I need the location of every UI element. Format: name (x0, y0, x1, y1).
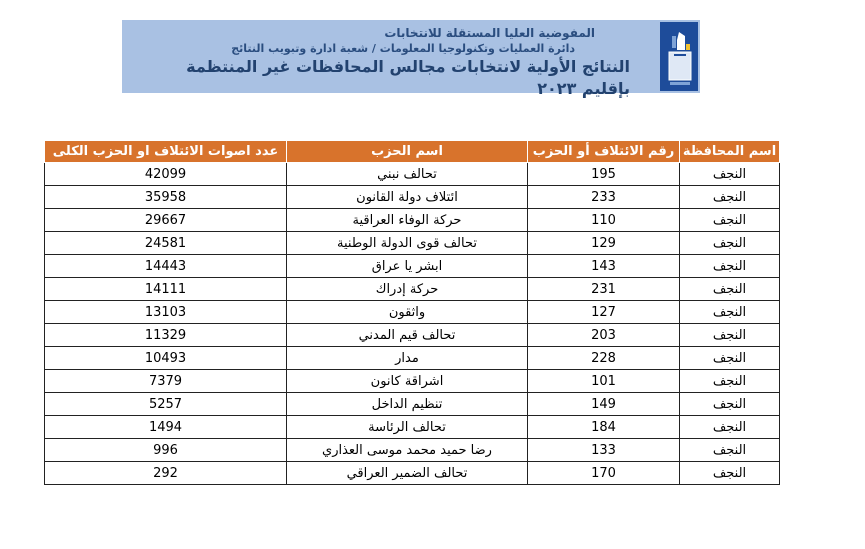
cell-votes: 996 (45, 439, 287, 462)
cell-governorate: النجف (680, 370, 780, 393)
cell-votes: 35958 (45, 186, 287, 209)
cell-party-number: 233 (528, 186, 680, 209)
column-header-number: رقم الائتلاف أو الحزب (528, 141, 680, 163)
cell-party-number: 149 (528, 393, 680, 416)
department-name: دائرة العمليات وتكنولوجيا المعلومات / شعبة ادارة وتبويب النتائج (231, 42, 575, 55)
table-row (45, 232, 780, 255)
cell-governorate: النجف (680, 232, 780, 255)
cell-party-name: تحالف قوى الدولة الوطنية (287, 232, 528, 255)
cell-party-name: حركة الوفاء العراقية (287, 209, 528, 232)
cell-votes: 13103 (45, 301, 287, 324)
cell-governorate: النجف (680, 278, 780, 301)
column-header-party: اسم الحزب (287, 141, 528, 163)
cell-governorate: النجف (680, 462, 780, 485)
cell-governorate: النجف (680, 255, 780, 278)
cell-party-name: تحالف الضمير العراقي (287, 462, 528, 485)
cell-votes: 14443 (45, 255, 287, 278)
page-title: النتائج الأولية لانتخابات مجالس المحافظات غير المنتظمة بإقليم ٢٠٢٣ (186, 57, 630, 98)
commission-name: المفوضية العليا المستقلة للانتخابات (384, 26, 595, 40)
cell-votes: 10493 (45, 347, 287, 370)
column-header-governorate: اسم المحافظة (680, 141, 780, 163)
commission-logo (660, 22, 698, 91)
cell-party-name: ائتلاف دولة القانون (287, 186, 528, 209)
cell-governorate: النجف (680, 186, 780, 209)
cell-governorate: النجف (680, 324, 780, 347)
cell-governorate: النجف (680, 393, 780, 416)
table-row (45, 301, 780, 324)
cell-votes: 292 (45, 462, 287, 485)
cell-party-number: 127 (528, 301, 680, 324)
cell-party-number: 143 (528, 255, 680, 278)
cell-votes: 7379 (45, 370, 287, 393)
cell-governorate: النجف (680, 209, 780, 232)
cell-votes: 24581 (45, 232, 287, 255)
table-row (45, 324, 780, 347)
cell-governorate: النجف (680, 347, 780, 370)
cell-party-number: 195 (528, 163, 680, 186)
cell-party-number: 129 (528, 232, 680, 255)
table-row (45, 255, 780, 278)
cell-party-number: 133 (528, 439, 680, 462)
cell-party-name: تحالف نبني (287, 163, 528, 186)
header-banner (122, 20, 700, 98)
table-row (45, 278, 780, 301)
table-row (45, 439, 780, 462)
cell-party-number: 231 (528, 278, 680, 301)
cell-governorate: النجف (680, 301, 780, 324)
cell-votes: 14111 (45, 278, 287, 301)
cell-party-number: 110 (528, 209, 680, 232)
table-row (45, 370, 780, 393)
cell-party-name: تحالف قيم المدني (287, 324, 528, 347)
table-row (45, 462, 780, 485)
table-row (45, 416, 780, 439)
column-header-votes: عدد اصوات الائتلاف او الحزب الكلى (45, 141, 287, 163)
cell-votes: 1494 (45, 416, 287, 439)
cell-votes: 42099 (45, 163, 287, 186)
cell-party-name: اشراقة كانون (287, 370, 528, 393)
cell-party-name: رضا حميد محمد موسى العذاري (287, 439, 528, 462)
table-row (45, 186, 780, 209)
cell-party-name: ابشر يا عراق (287, 255, 528, 278)
cell-party-name: مدار (287, 347, 528, 370)
cell-party-name: حركة إدراك (287, 278, 528, 301)
cell-governorate: النجف (680, 416, 780, 439)
cell-party-number: 101 (528, 370, 680, 393)
table-body (45, 163, 780, 485)
cell-governorate: النجف (680, 439, 780, 462)
cell-party-name: تنظيم الداخل (287, 393, 528, 416)
cell-party-name: واثقون (287, 301, 528, 324)
cell-party-number: 170 (528, 462, 680, 485)
cell-party-number: 228 (528, 347, 680, 370)
cell-governorate: النجف (680, 163, 780, 186)
banner-text (160, 26, 630, 100)
results-table (44, 140, 780, 485)
cell-votes: 29667 (45, 209, 287, 232)
table-row (45, 209, 780, 232)
cell-votes: 11329 (45, 324, 287, 347)
cell-party-name: تحالف الرئاسة (287, 416, 528, 439)
table-row (45, 163, 780, 186)
cell-party-number: 184 (528, 416, 680, 439)
table-row (45, 347, 780, 370)
ballot-box-icon (660, 22, 698, 91)
cell-votes: 5257 (45, 393, 287, 416)
cell-party-number: 203 (528, 324, 680, 347)
table-header-row (45, 141, 780, 163)
table-row (45, 393, 780, 416)
